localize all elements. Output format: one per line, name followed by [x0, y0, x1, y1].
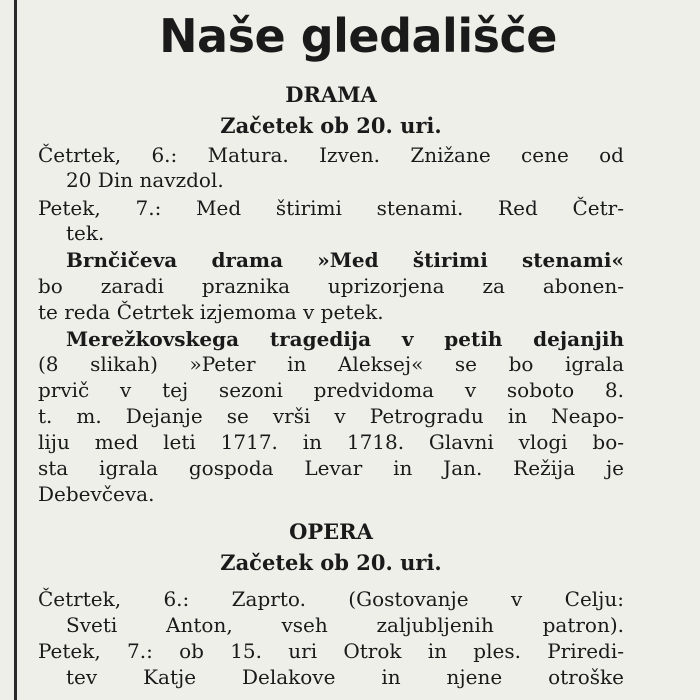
drama-heading: DRAMA: [285, 82, 377, 107]
drama-schedule-line: Petek, 7.: Med štirimi stenami. Red Četr-: [38, 196, 624, 220]
drama-notice-line: t. m. Dejanje se vrši v Petrogradu in Neapo-: [38, 404, 624, 428]
drama-notice-line: prvič v tej sezoni predvidoma v soboto 8.: [38, 378, 624, 402]
opera-schedule-line: Petek, 7.: ob 15. uri Otrok in ples. Priredi-: [38, 639, 624, 663]
column-rule: [14, 0, 17, 700]
opera-start-time: Začetek ob 20. uri.: [220, 550, 442, 575]
page-title: Naše gledališče: [159, 9, 557, 63]
drama-notice-line: Debevčeva.: [38, 482, 155, 506]
drama-notice-lead: Brnčičeva drama »Med štirimi stenami«: [66, 248, 624, 272]
opera-schedule-line: tev Katje Delakove in njene otroške: [66, 665, 624, 689]
drama-schedule-line: Četrtek, 6.: Matura. Izven. Znižane cene od: [38, 143, 624, 167]
drama-notice-line: (8 slikah) »Peter in Aleksej« se bo igrala: [38, 352, 624, 376]
opera-heading: OPERA: [289, 519, 373, 544]
drama-notice-line: liju med leti 1717. in 1718. Glavni vlogi bo-: [38, 430, 624, 454]
drama-notice-line: sta igrala gospoda Levar in Jan. Režija je: [38, 456, 624, 480]
drama-notice-line: te reda Četrtek izjemoma v petek.: [38, 300, 384, 324]
drama-notice-line: bo zaradi praznika uprizorjena za abonen-: [38, 274, 624, 298]
drama-start-time: Začetek ob 20. uri.: [220, 113, 442, 138]
opera-schedule-line: Četrtek, 6.: Zaprto. (Gostovanje v Celju:: [38, 587, 624, 611]
opera-schedule-line: Sveti Anton, vseh zaljubljenih patron).: [66, 613, 624, 637]
drama-schedule-line: tek.: [66, 221, 105, 245]
drama-notice-lead: Merežkovskega tragedija v petih dejanjih: [66, 327, 624, 351]
drama-schedule-line: 20 Din navzdol.: [66, 168, 224, 192]
